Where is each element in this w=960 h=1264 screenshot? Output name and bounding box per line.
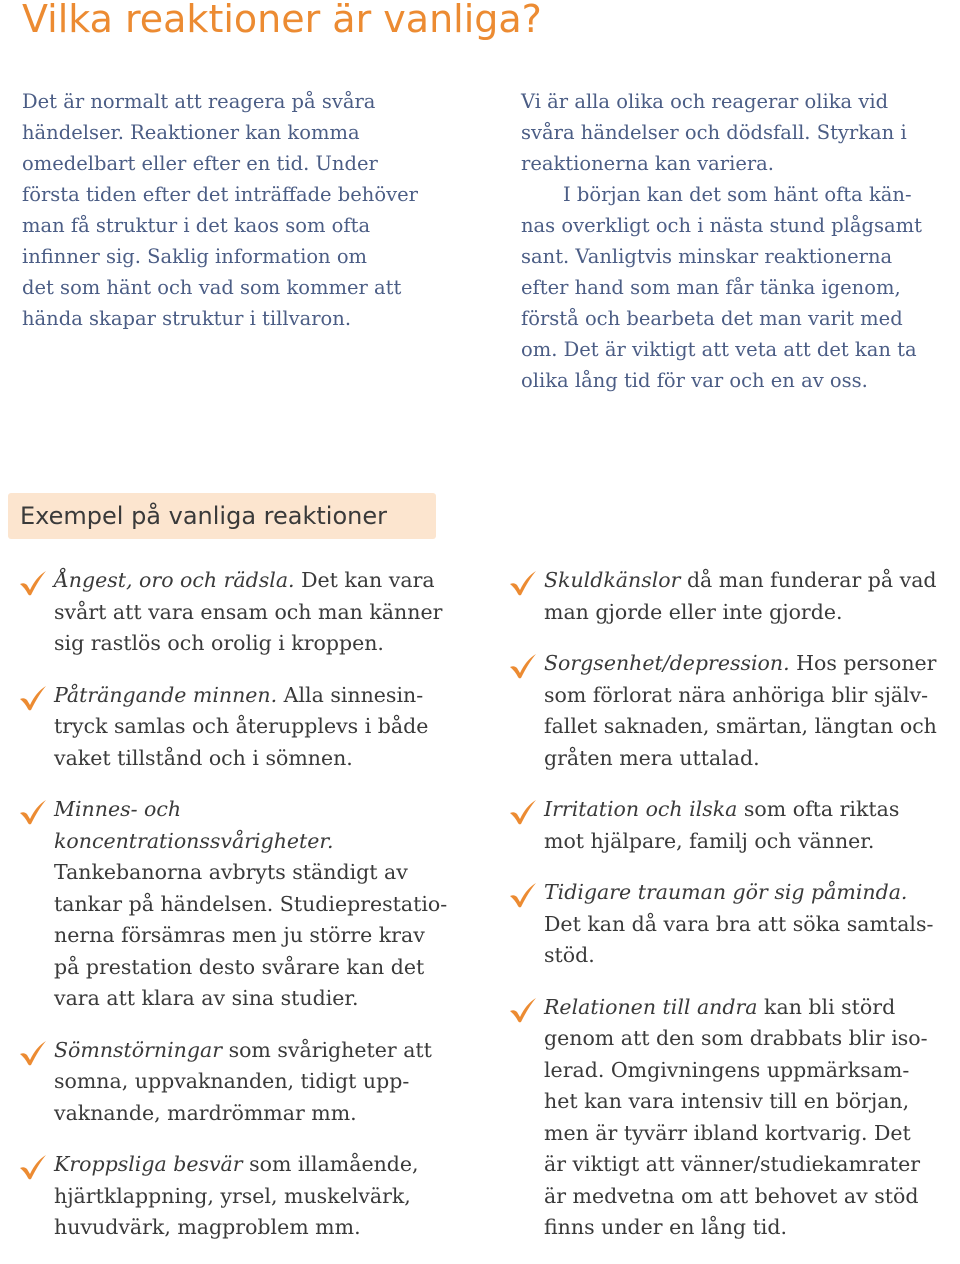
reaction-line: då man funderar på vad [680, 568, 937, 592]
reaction-title: Ångest, oro och rädsla. [54, 568, 295, 592]
reaction-text [54, 1149, 465, 1244]
reaction-line: fallet saknaden, smärtan, längtan och [544, 714, 937, 738]
intro-right-text-2 [521, 179, 957, 396]
reaction-line: på prestation desto svårare kan det [54, 954, 425, 979]
intro-right-line: olika lång tid för var och en av oss. [521, 369, 868, 392]
reactions-list-left [18, 565, 465, 1264]
reaction-item [18, 565, 465, 660]
reaction-item [18, 680, 465, 775]
reaction-line: vara att klara av sina studier. [54, 986, 359, 1010]
reaction-line: stöd. [544, 943, 595, 967]
reaction-title: Irritation och ilska [544, 797, 738, 821]
reaction-line: genom att den som drabbats blir iso- [544, 1026, 928, 1050]
reaction-first-line [544, 992, 960, 1024]
intro-left-line: infinner sig. Saklig information om [22, 245, 368, 268]
checkmark-icon [508, 798, 538, 826]
reaction-line: man gjorde eller inte gjorde. [544, 599, 843, 624]
reaction-line: som ofta riktas [737, 797, 900, 821]
reaction-item [18, 1149, 465, 1244]
reaction-text [54, 794, 465, 1015]
reaction-title: Relationen till andra [544, 994, 758, 1019]
reaction-line: finns under en lång tid. [544, 1215, 787, 1239]
checkmark-icon [508, 569, 538, 597]
intro-left-line: det som hänt och vad som kommer att [22, 276, 402, 299]
intro-right-text-1 [521, 86, 957, 179]
intro-right-line: om. Det är viktigt att veta att det kan ta [521, 338, 917, 361]
intro-left-line: hända skapar struktur i tillvaron. [22, 307, 352, 330]
reaction-line: somna, uppvaknanden, tidigt upp- [54, 1069, 410, 1093]
reaction-line: sig rastlös och orolig i kroppen. [54, 631, 384, 655]
section-heading-banner [8, 493, 436, 539]
reaction-text [54, 1035, 465, 1130]
reaction-line: Hos personer [789, 651, 937, 675]
checkmark-icon [18, 1153, 48, 1181]
intro-right-line: Vi är alla olika och reagerar olika vid [521, 90, 889, 113]
reaction-line: som illamående, [242, 1152, 419, 1176]
reaction-first-line [54, 1035, 465, 1067]
intro-paragraph-right [521, 86, 957, 396]
reaction-first-line [54, 1149, 465, 1181]
reaction-line: Tankebanorna avbryts ständigt av [54, 860, 408, 884]
reaction-item [508, 648, 960, 774]
reaction-line: är medvetna om att behovet av stöd [544, 1183, 919, 1208]
checkmark-icon [508, 652, 538, 680]
intro-right-line: svåra händelser och dödsfall. Styrkan i [521, 121, 907, 144]
checkmark-icon [508, 996, 538, 1024]
reaction-item [508, 992, 960, 1244]
reaction-title: Kroppsliga besvär [54, 1152, 243, 1176]
intro-left-line: Det är normalt att reagera på svåra [22, 90, 376, 113]
reaction-line: gråten mera uttalad. [544, 745, 760, 770]
reaction-title: Påträngande minnen. [54, 682, 278, 707]
intro-left-text [22, 86, 462, 334]
reaction-item [18, 794, 465, 1015]
intro-left-line: man få struktur i det kaos som ofta [22, 214, 371, 237]
reaction-text [544, 877, 960, 972]
intro-right-line: förstå och bearbeta det man varit med [521, 307, 903, 330]
intro-right-line: sant. Vanligtvis minskar reaktionerna [521, 245, 893, 268]
reaction-line: mot hjälpare, familj och vänner. [544, 828, 875, 853]
section-heading: Exempel på vanliga reaktioner [20, 502, 387, 530]
reaction-title: Tidigare trauman gör sig påminda. [544, 880, 908, 904]
reaction-line: Det kan då vara bra att söka samtals- [544, 911, 934, 936]
reaction-line: tankar på händelsen. Studieprestatio- [54, 891, 448, 916]
reaction-line: Alla sinnesin- [277, 682, 424, 707]
reaction-line: nerna försämras men ju större krav [54, 923, 425, 947]
reactions-list-right [508, 565, 960, 1264]
intro-left-line: händelser. Reaktioner kan komma [22, 121, 360, 144]
reaction-item [18, 1035, 465, 1130]
checkmark-icon [508, 881, 538, 909]
intro-left-line: omedelbart eller efter en tid. Under [22, 152, 378, 175]
reaction-line: Det kan vara [294, 568, 435, 592]
reaction-line: som förlorat nära anhöriga blir själv- [544, 682, 929, 707]
reaction-text [544, 565, 960, 628]
reaction-text [544, 648, 960, 774]
reaction-title: Minnes- och koncentrationssvårigheter. [54, 797, 334, 853]
reaction-item [508, 794, 960, 857]
reaction-first-line [544, 565, 960, 597]
reaction-title: Sömnstörningar [54, 1037, 223, 1062]
reaction-line: men är tyvärr ibland kortvarig. Det [544, 1120, 911, 1145]
reaction-line: är viktigt att vänner/studiekamrater [544, 1152, 921, 1176]
intro-left-line: första tiden efter det inträffade behöver [22, 183, 418, 206]
page-title: Vilka reaktioner är vanliga? [22, 0, 542, 41]
intro-right-line: efter hand som man får tänka igenom, [521, 276, 901, 299]
reaction-item [508, 877, 960, 972]
reaction-line: som svårigheter att [222, 1037, 432, 1062]
reaction-line: hjärtklappning, yrsel, muskelvärk, [54, 1183, 411, 1208]
reaction-line: kan bli störd [757, 994, 896, 1019]
reaction-line: het kan vara intensiv till en början, [544, 1089, 910, 1113]
reaction-line: tryck samlas och återupplevs i både [54, 714, 429, 738]
reaction-first-line [54, 565, 465, 597]
reaction-text [544, 992, 960, 1244]
intro-paragraph-left [22, 86, 462, 334]
reaction-text [54, 680, 465, 775]
checkmark-icon [18, 798, 48, 826]
checkmark-icon [18, 1039, 48, 1067]
intro-right-line: reaktionerna kan variera. [521, 152, 775, 175]
reaction-title: Skuldkänslor [544, 568, 681, 592]
checkmark-icon [18, 569, 48, 597]
reaction-title: Sorgsenhet/depression. [544, 651, 790, 675]
reaction-line: vaknande, mardrömmar mm. [54, 1100, 357, 1125]
checkmark-icon [18, 684, 48, 712]
intro-right-line: nas overkligt och i nästa stund plågsamt [521, 214, 922, 237]
reaction-line: lerad. Omgivningens uppmärksam- [544, 1057, 910, 1082]
reaction-line: huvudvärk, magproblem mm. [54, 1215, 361, 1239]
reaction-text [54, 565, 465, 660]
reaction-line: vaket tillstånd och i sömnen. [54, 745, 353, 770]
reaction-first-line [54, 794, 465, 857]
reaction-item [508, 565, 960, 628]
reaction-first-line [54, 680, 465, 712]
reaction-first-line [544, 877, 960, 909]
reaction-first-line [544, 794, 960, 826]
reaction-text [544, 794, 960, 857]
intro-right-line: I början kan det som hänt ofta kän- [563, 183, 912, 206]
reaction-first-line [544, 648, 960, 680]
reaction-line: svårt att vara ensam och man känner [54, 599, 443, 624]
